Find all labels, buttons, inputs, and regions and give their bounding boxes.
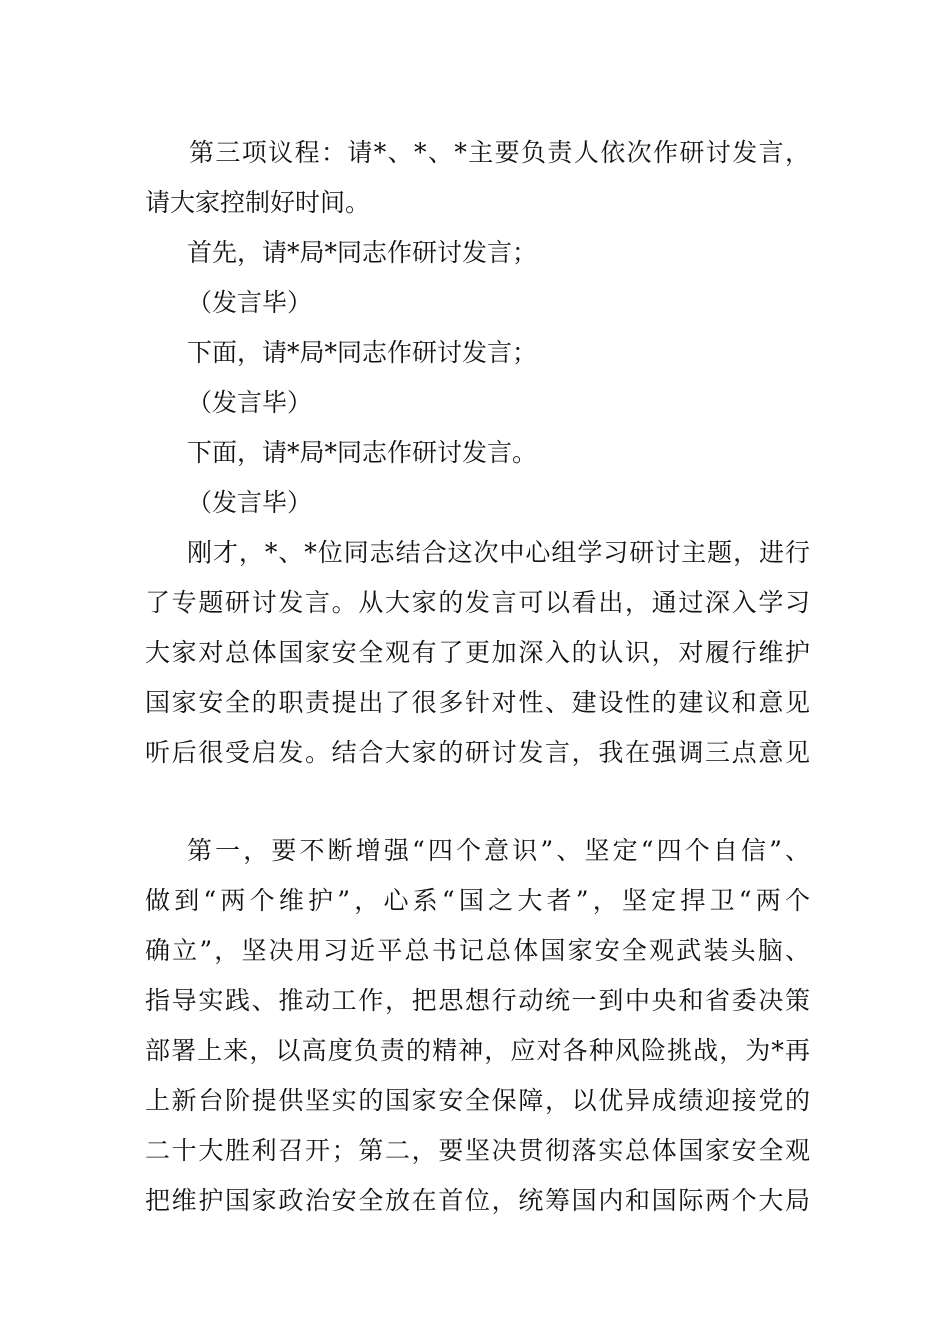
text-line: 做到“两个维护”，心系“国之大者”，坚定捍卫“两个 (145, 886, 810, 915)
text-line: 国家安全的职责提出了很多针对性、建设性的建议和意见 (145, 688, 810, 717)
text-line: 刚才，*、*位同志结合这次中心组学习研讨主题，进行 (187, 538, 810, 567)
paragraph-second-speaker: 下面，请*局*同志作研讨发言； (187, 338, 538, 367)
paragraph-speech-end: （发言毕） (187, 488, 313, 517)
paragraph-speech-end: （发言毕） (187, 388, 313, 417)
text-line: 听后很受启发。结合大家的研讨发言，我在强调三点意见 (145, 738, 810, 767)
text-line: 确立”，坚决用习近平总书记总体国家安全观武装头脑、 (145, 936, 810, 965)
text-line: 把维护国家政治安全放在首位，统筹国内和国际两个大局 (145, 1186, 810, 1215)
paragraph-agenda (145, 128, 810, 228)
text-line: 了专题研讨发言。从大家的发言可以看出，通过深入学习 (145, 588, 810, 617)
paragraph-speech-end: （发言毕） (187, 288, 313, 317)
paragraph-third-speaker: 下面，请*局*同志作研讨发言。 (187, 438, 538, 467)
paragraph-summary (145, 528, 810, 778)
text-line: 大家对总体国家安全观有了更加深入的认识，对履行维护 (145, 638, 810, 667)
text-line: 第一，要不断增强“四个意识”、坚定“四个自信”、 (187, 836, 810, 865)
text-line: 指导实践、推动工作，把思想行动统一到中央和省委决策 (145, 986, 810, 1015)
paragraph-points (145, 826, 810, 1226)
document-body (145, 128, 810, 1226)
text-line: 上新台阶提供坚实的国家安全保障，以优异成绩迎接党的 (145, 1086, 810, 1115)
text-line: 二十大胜利召开；第二，要坚决贯彻落实总体国家安全观 (145, 1136, 810, 1165)
paragraph-gap (145, 778, 810, 826)
text-line: 请大家控制好时间。 (145, 188, 371, 217)
text-line: 部署上来，以高度负责的精神，应对各种风险挑战，为*再 (145, 1036, 810, 1065)
text-line: 第三项议程：请*、*、*主要负责人依次作研讨发言， (189, 138, 810, 167)
paragraph-first-speaker: 首先，请*局*同志作研讨发言； (187, 238, 538, 267)
